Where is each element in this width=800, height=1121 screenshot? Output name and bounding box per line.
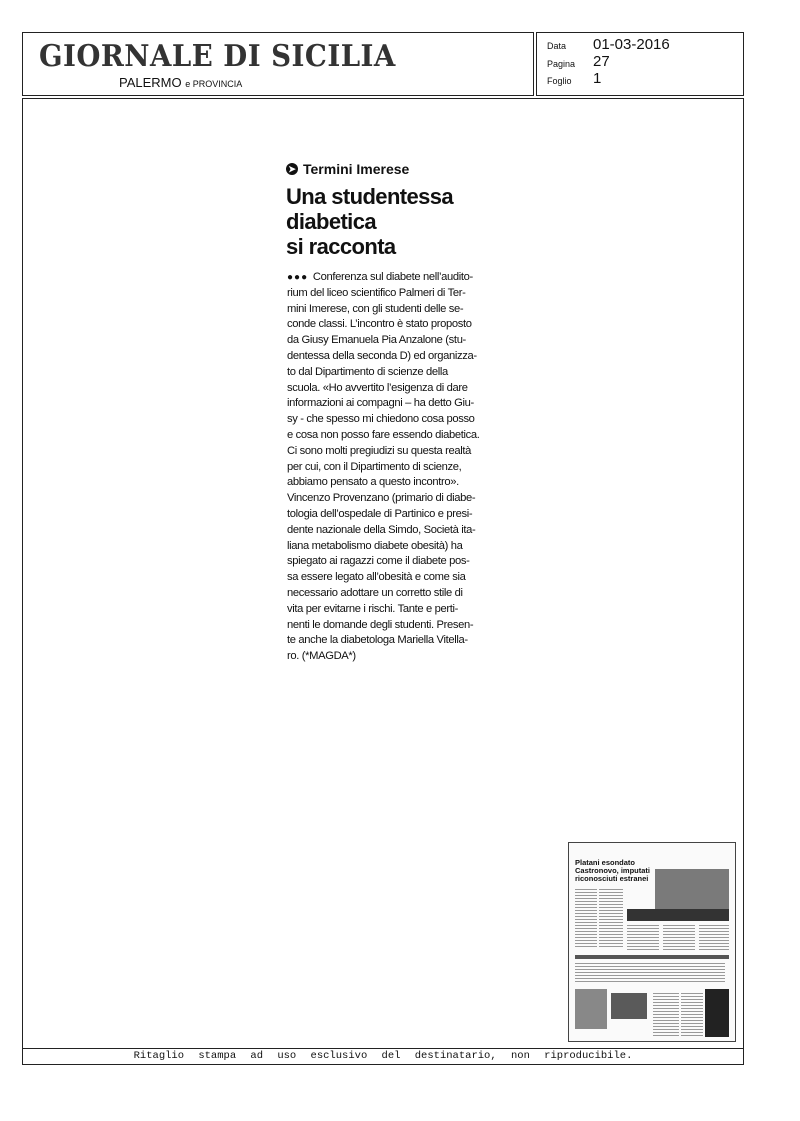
body-line [287,633,477,649]
body-line [287,302,477,318]
thumbnail-column [575,963,725,983]
thumbnail-column [575,889,597,949]
edition-label [119,75,242,90]
body-line-text: e cosa non posso fare essendo diabetica. [287,428,480,441]
thumbnail-photo [611,993,647,1019]
body-line-text: to dal Dipartimento di scienze della [287,365,448,378]
body-line [287,554,477,570]
body-line-text: nenti le domande degli studenti. Presen- [287,618,474,631]
body-line-text: abbiamo pensato a questo incontro». [287,476,459,489]
edition-main: PALERMO [119,75,182,90]
body-line-text: informazioni ai compagni – ha detto Giu- [287,397,474,410]
newspaper-masthead: GIORNALE DI SICILIA [39,39,396,74]
body-line [287,586,477,602]
body-line-text: sa essere legato all’obesità e come sia [287,571,466,584]
body-line-text: mini Imerese, con gli studenti delle se- [287,302,464,315]
meta-value-page: 27 [593,53,610,70]
headline-line: si racconta [286,234,396,259]
body-line-text: spiegato ai ragazzi come il diabete pos- [287,555,470,568]
kicker-text: Termini Imerese [303,161,410,177]
body-line-text: necessario adottare un corretto stile di [287,586,463,599]
masthead-box [22,32,534,96]
thumbnail-column [627,925,659,951]
thumbnail-banner [627,909,729,921]
body-line [287,602,477,618]
body-line [287,412,477,428]
body-line [287,381,477,397]
body-line [287,428,480,444]
article-kicker [286,161,409,177]
headline-line: Una studentessa [286,184,454,209]
body-line [287,396,477,412]
body-line [287,523,477,539]
body-line [287,460,477,476]
meta-value-sheet: 1 [593,70,602,87]
arrow-circle-icon: ➤ [286,163,298,175]
thumbnail-rule [575,955,729,959]
thumbnail-photo [655,869,729,911]
thumbnail-column [699,925,729,951]
body-line-text: tologia dell’ospedale di Partinico e presi- [287,507,473,520]
body-line [287,270,477,286]
thumbnail-column [681,993,703,1037]
body-line-text: da Giusy Emanuela Pia Anzalone (stu- [287,334,466,347]
thumbnail-column [663,925,695,951]
meta-label-sheet: Foglio [547,76,572,86]
thumbnail-column [653,993,679,1037]
body-line [287,365,477,381]
body-line-text: per cui, con il Dipartimento di scienze, [287,460,462,473]
body-line [287,444,477,460]
thumbnail-dark-box [705,989,729,1037]
body-line [287,333,477,349]
body-line [287,286,477,302]
body-line-text: conde classi. L’incontro è stato proposto [287,318,472,331]
body-line-text: Conferenza sul diabete nell’audito- [312,271,473,283]
meta-value-date: 01-03-2016 [593,36,670,53]
thumbnail-photo [575,989,607,1029]
body-line-text: te anche la diabetologa Mariella Vitella- [287,634,468,647]
body-line-text: scuola. «Ho avvertito l’esigenza di dare [287,381,468,394]
body-line [287,507,477,523]
bullet-dots-icon: ●●● [287,272,309,283]
thumbnail-column [599,889,623,949]
reproduction-notice: Ritaglio stampa ad uso esclusivo del destinatario, non riproducibile. [22,1049,744,1065]
meta-box [536,32,744,96]
body-line-text: rium del liceo scientifico Palmeri di Ter- [287,286,466,299]
body-line-text: dentessa della seconda D) ed organizza- [287,349,477,362]
body-line-text: liana metabolismo diabete obesità) ha [287,539,463,552]
article-body [287,270,480,665]
body-line-text: dente nazionale della Simdo, Società ita- [287,523,476,536]
meta-label-page: Pagina [547,59,576,69]
body-line [287,349,477,365]
thumbnail-title: Platani esondato Castronovo, imputati riconosciuti estranei [575,858,651,883]
edition-sub: e PROVINCIA [185,79,243,89]
body-line-text: Vincenzo Provenzano (primario di diabe- [287,492,476,505]
body-line [287,317,477,333]
meta-label-date: Data [547,41,567,51]
body-line [287,618,477,634]
headline-line: diabetica [286,209,376,234]
body-line-text: sy - che spesso mi chiedono cosa posso [287,413,475,426]
body-line-text: vita per evitarne i rischi. Tante e perti- [287,602,459,615]
body-line-text: ro. (*MAGDA*) [287,650,356,663]
body-line [287,539,477,555]
body-line [287,491,477,507]
article-headline [286,184,476,259]
body-line-text: Ci sono molti pregiudizi su questa realtà [287,444,472,457]
body-line [287,475,477,491]
body-line [287,570,477,586]
page-thumbnail [568,842,736,1042]
body-line [287,649,477,665]
